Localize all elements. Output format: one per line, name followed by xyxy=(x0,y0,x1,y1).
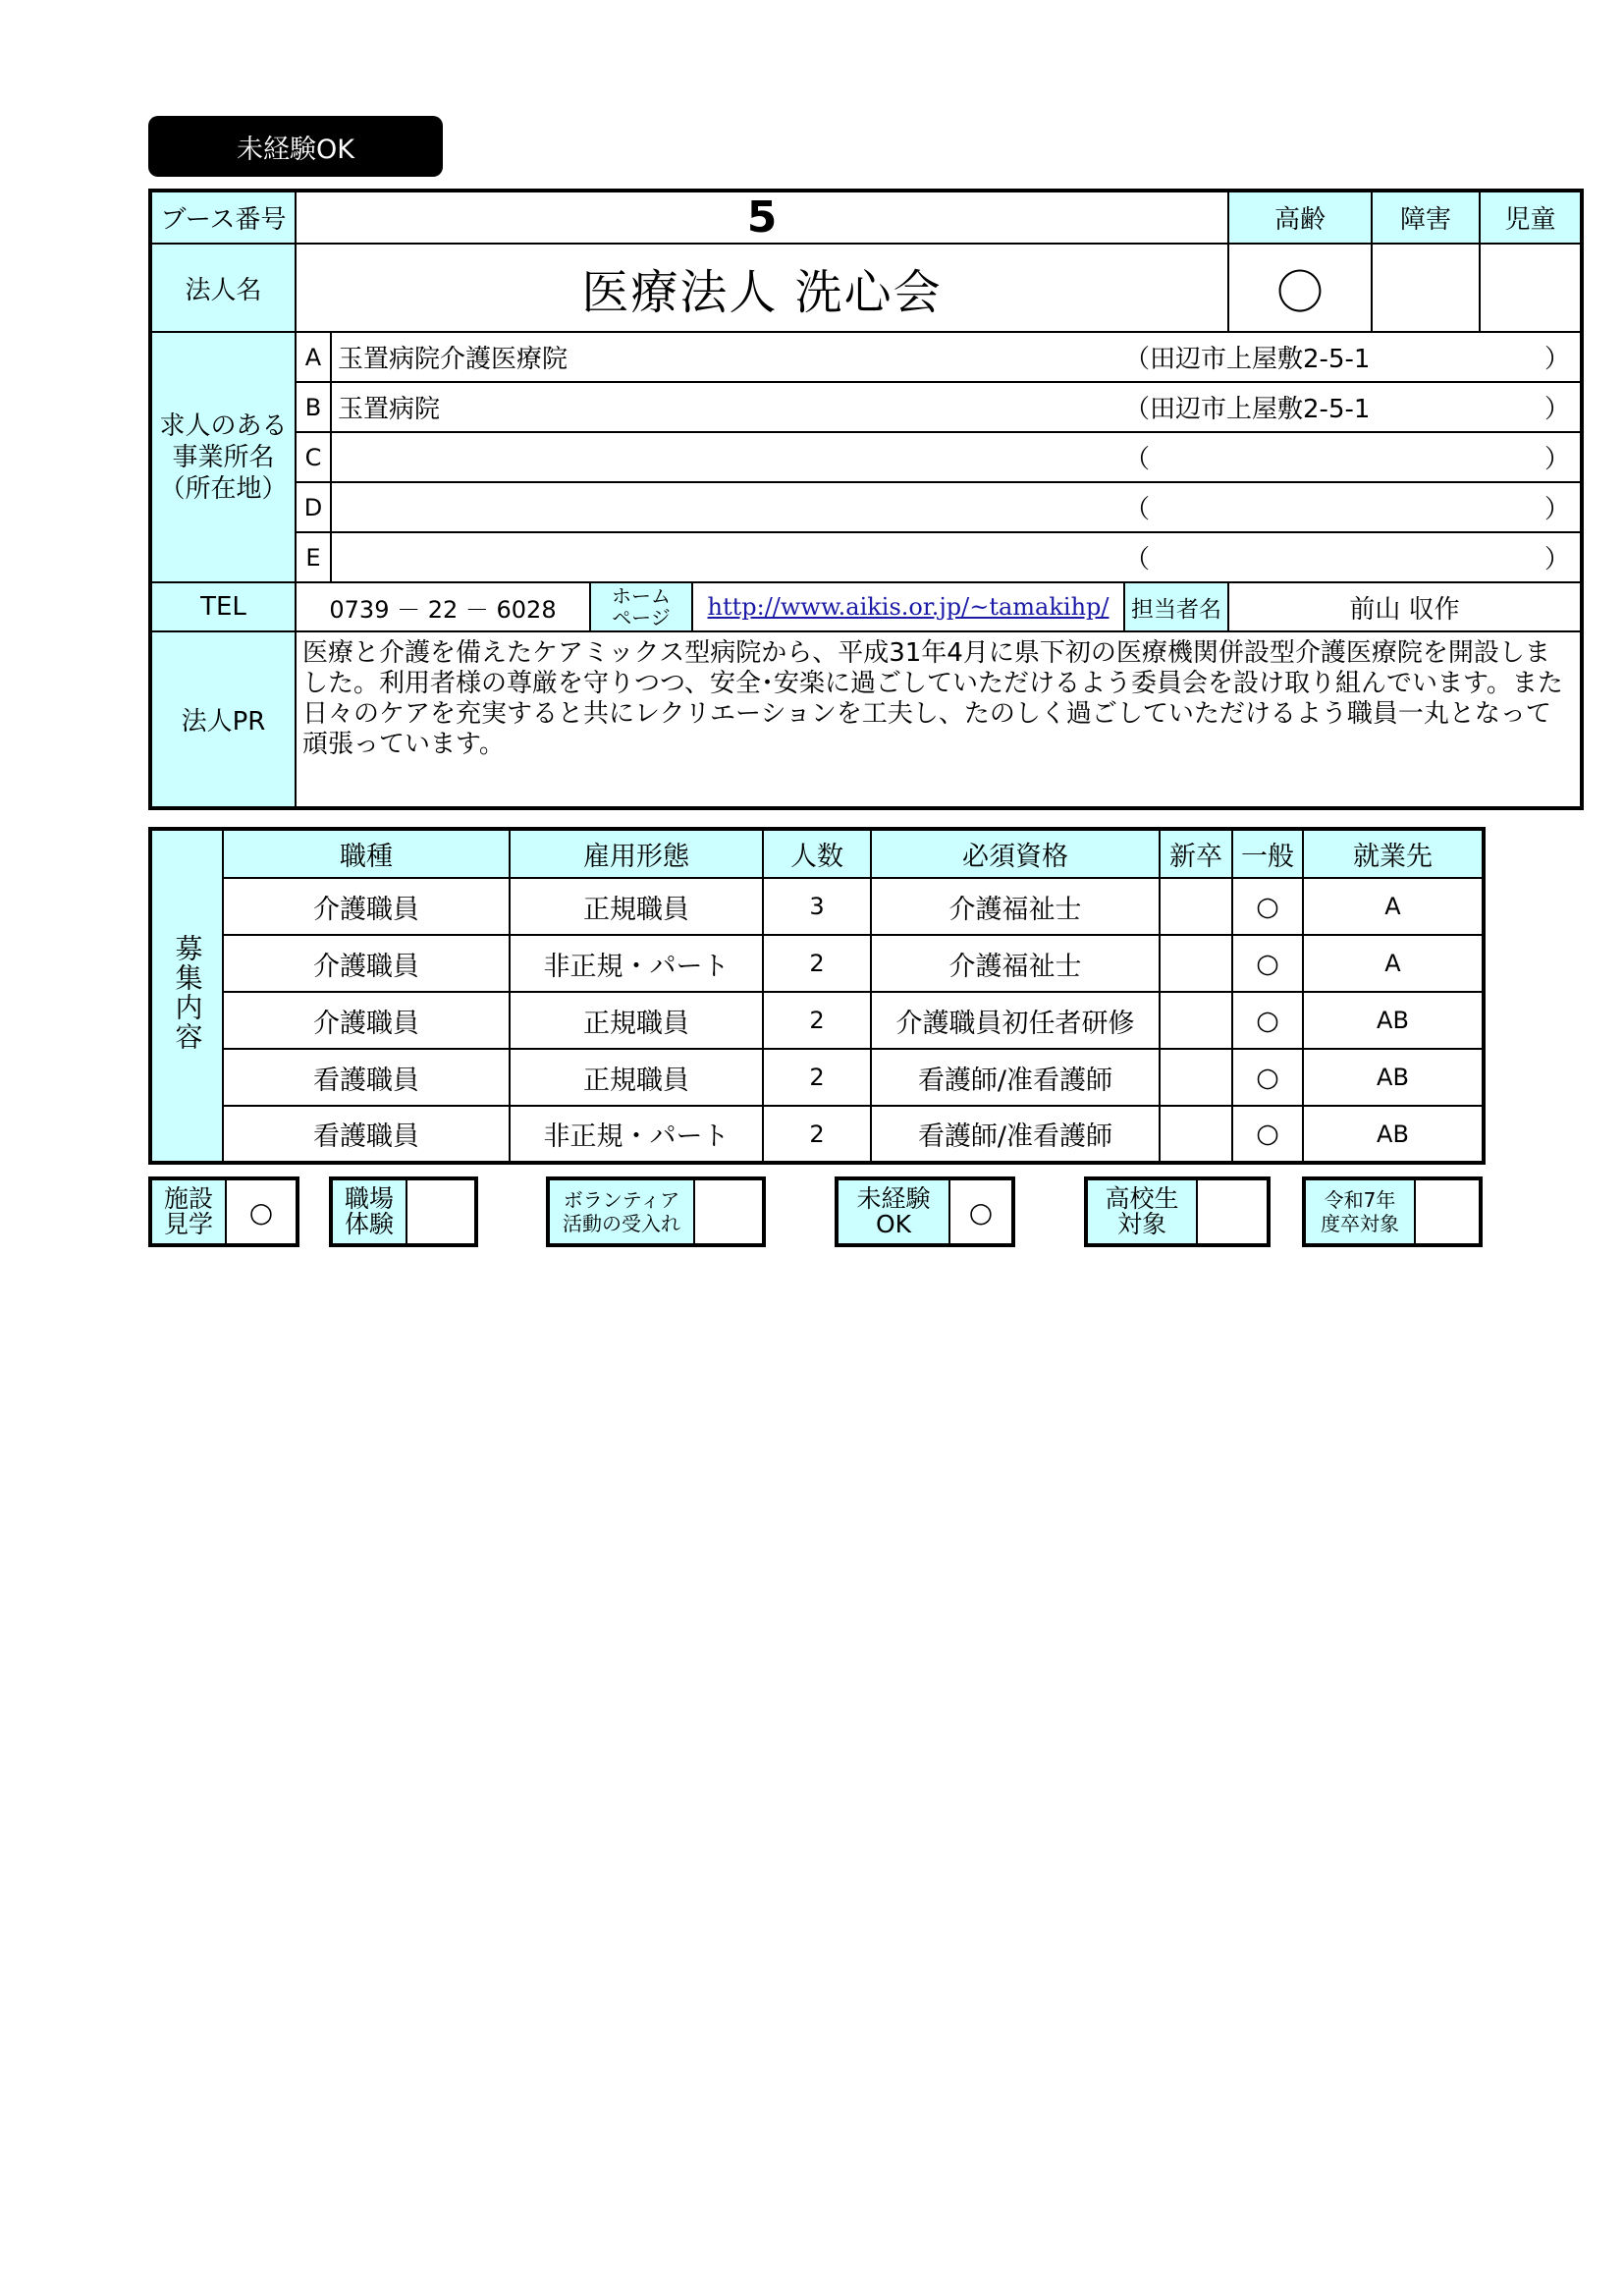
cell-general: ○ xyxy=(1232,878,1303,935)
graduate-2025-value xyxy=(1416,1180,1479,1243)
cell-general: ○ xyxy=(1232,1049,1303,1106)
inexperienced-ok-value: ○ xyxy=(968,1195,994,1229)
office-letter: A xyxy=(296,332,331,382)
cell-count: 2 xyxy=(763,935,871,992)
cell-qualification: 介護福祉士 xyxy=(871,935,1160,992)
cell-job: 介護職員 xyxy=(223,878,510,935)
col-header-count: 人数 xyxy=(763,829,871,878)
cell-job: 看護職員 xyxy=(223,1106,510,1163)
mark-disability xyxy=(1372,244,1480,332)
recruitment-table xyxy=(148,827,1486,1165)
cell-qualification: 介護職員初任者研修 xyxy=(871,992,1160,1049)
person-name: 前山 収作 xyxy=(1228,582,1582,631)
office-name xyxy=(331,482,1124,532)
table-row xyxy=(150,1049,1484,1106)
footer-inexperienced-ok: 未経験 OK ○ xyxy=(835,1176,1015,1247)
workplace-experience-value xyxy=(407,1180,474,1243)
office-letter: B xyxy=(296,382,331,432)
office-name: 玉置病院介護医療院 xyxy=(331,332,1124,382)
tel-number: 0739 － 22 － 6028 xyxy=(296,582,590,631)
cell-count: 2 xyxy=(763,992,871,1049)
table-row xyxy=(150,992,1484,1049)
office-address: （ ） xyxy=(1124,482,1582,532)
corporation-name: 医療法人 洗心会 xyxy=(296,244,1228,332)
facility-tour-value: ○ xyxy=(248,1195,274,1229)
cell-workplace: A xyxy=(1303,935,1484,992)
cell-general: ○ xyxy=(1232,935,1303,992)
office-letter: C xyxy=(296,432,331,482)
cell-workplace: A xyxy=(1303,878,1484,935)
cell-job: 介護職員 xyxy=(223,992,510,1049)
homepage-link[interactable]: http://www.aikis.or.jp/~tamakihp/ xyxy=(692,582,1124,631)
category-disability-label: 障害 xyxy=(1372,191,1480,244)
cell-employment: 非正規・パート xyxy=(510,935,763,992)
homepage-label: ホーム ページ xyxy=(590,582,692,631)
high-school-value xyxy=(1198,1180,1267,1243)
recruitment-side-label: 募集内容 xyxy=(150,829,223,1163)
footer-high-school: 高校生 対象 xyxy=(1084,1176,1271,1247)
cell-new-grad xyxy=(1160,935,1232,992)
col-header-qualification: 必須資格 xyxy=(871,829,1160,878)
cell-workplace: AB xyxy=(1303,1049,1484,1106)
pr-text: 医療と介護を備えたケアミックス型病院から、平成31年4月に県下初の医療機関併設型介護医療院を開設しました。利用者様の尊厳を守りつつ、安全･安楽に過ごしていただけるよう委員会を設け取り組んでいます。また日々のケアを充実すると共にレクリエーションを工夫し、たのしく過ごしていただけるよう職員一丸となって頑張っています。 xyxy=(296,631,1582,808)
col-header-workplace: 就業先 xyxy=(1303,829,1484,878)
office-letter: E xyxy=(296,532,331,582)
cell-new-grad xyxy=(1160,1106,1232,1163)
cell-job: 看護職員 xyxy=(223,1049,510,1106)
mark-elderly: 〇 xyxy=(1228,244,1372,332)
cell-employment: 非正規・パート xyxy=(510,1106,763,1163)
cell-qualification: 介護福祉士 xyxy=(871,878,1160,935)
corporation-info-table xyxy=(148,189,1584,810)
col-header-employment: 雇用形態 xyxy=(510,829,763,878)
office-name xyxy=(331,432,1124,482)
office-name: 玉置病院 xyxy=(331,382,1124,432)
cell-workplace: AB xyxy=(1303,1106,1484,1163)
cell-general: ○ xyxy=(1232,992,1303,1049)
volunteer-value xyxy=(695,1180,762,1243)
office-address: （田辺市上屋敷2-5-1 ） xyxy=(1124,332,1582,382)
footer-volunteer: ボランティア 活動の受入れ xyxy=(546,1176,766,1247)
table-row xyxy=(150,935,1484,992)
tel-label: TEL xyxy=(150,582,296,631)
cell-new-grad xyxy=(1160,878,1232,935)
corporation-label: 法人名 xyxy=(150,244,296,332)
booth-label: ブース番号 xyxy=(150,191,296,244)
office-name xyxy=(331,532,1124,582)
cell-employment: 正規職員 xyxy=(510,992,763,1049)
office-address: （ ） xyxy=(1124,432,1582,482)
category-elderly-label: 高齢 xyxy=(1228,191,1372,244)
cell-new-grad xyxy=(1160,992,1232,1049)
cell-workplace: AB xyxy=(1303,992,1484,1049)
offices-label: 求人のある 事業所名 （所在地） xyxy=(150,332,296,582)
table-row xyxy=(150,1106,1484,1163)
cell-employment: 正規職員 xyxy=(510,878,763,935)
cell-count: 2 xyxy=(763,1106,871,1163)
footer-workplace-experience: 職場 体験 xyxy=(329,1176,478,1247)
office-letter: D xyxy=(296,482,331,532)
category-children-label: 児童 xyxy=(1480,191,1582,244)
pr-label: 法人PR xyxy=(150,631,296,808)
col-header-general: 一般 xyxy=(1232,829,1303,878)
cell-qualification: 看護師/准看護師 xyxy=(871,1049,1160,1106)
mark-children xyxy=(1480,244,1582,332)
office-address: （田辺市上屋敷2-5-1 ） xyxy=(1124,382,1582,432)
footer-graduate-2025: 令和7年 度卒対象 xyxy=(1302,1176,1483,1247)
office-address: （ ） xyxy=(1124,532,1582,582)
person-label: 担当者名 xyxy=(1124,582,1228,631)
cell-employment: 正規職員 xyxy=(510,1049,763,1106)
cell-qualification: 看護師/准看護師 xyxy=(871,1106,1160,1163)
cell-general: ○ xyxy=(1232,1106,1303,1163)
cell-count: 3 xyxy=(763,878,871,935)
footer-facility-tour: 施設 見学 ○ xyxy=(148,1176,299,1247)
col-header-job: 職種 xyxy=(223,829,510,878)
cell-job: 介護職員 xyxy=(223,935,510,992)
table-row xyxy=(150,878,1484,935)
cell-new-grad xyxy=(1160,1049,1232,1106)
cell-count: 2 xyxy=(763,1049,871,1106)
booth-number: 5 xyxy=(296,191,1228,244)
inexperienced-ok-badge: 未経験OK xyxy=(148,116,443,177)
col-header-new-grad: 新卒 xyxy=(1160,829,1232,878)
